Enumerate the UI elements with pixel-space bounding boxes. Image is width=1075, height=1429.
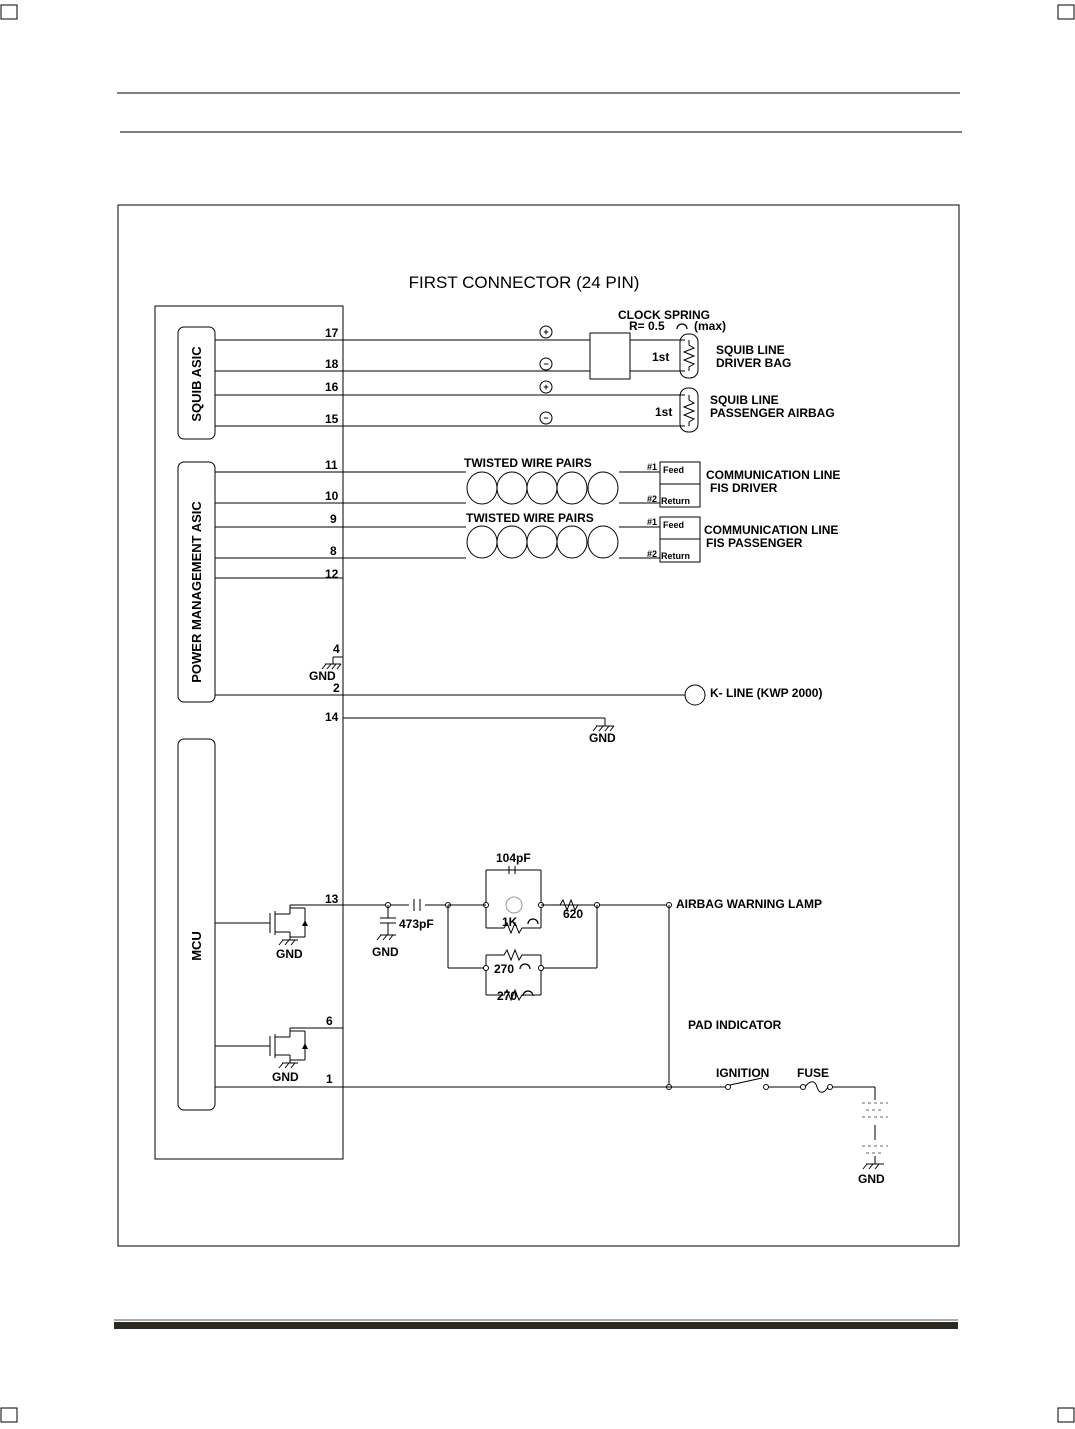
- clock-spring: [590, 308, 726, 379]
- crop-marks: [1, 5, 1074, 1422]
- svg-text:(max): (max): [694, 319, 727, 333]
- svg-text:IGNITION: IGNITION: [716, 1066, 770, 1080]
- pad-indicator-label: PAD INDICATOR: [688, 1018, 782, 1032]
- comm-wires: [215, 472, 660, 578]
- fuse: [797, 1066, 833, 1092]
- svg-text:270: 270: [494, 962, 515, 976]
- pin-13: 13: [325, 892, 339, 906]
- svg-text:270: 270: [497, 989, 518, 1003]
- svg-text:CLOCK SPRING: CLOCK SPRING: [618, 308, 711, 322]
- svg-text:FIS PASSENGER: FIS PASSENGER: [706, 536, 803, 550]
- svg-text:FUSE: FUSE: [797, 1066, 830, 1080]
- svg-text:Feed: Feed: [663, 465, 685, 475]
- svg-text:#2: #2: [647, 549, 658, 559]
- squib-asic-block: [178, 327, 215, 439]
- squib-wires: [215, 340, 685, 426]
- svg-text:GND: GND: [272, 1070, 299, 1084]
- svg-text:Return: Return: [661, 496, 690, 506]
- svg-text:1K: 1K: [502, 915, 518, 929]
- svg-text:SQUIB LINE: SQUIB LINE: [716, 343, 785, 357]
- svg-text:GND: GND: [589, 731, 616, 745]
- polarity-plus-17: [540, 326, 552, 338]
- comm-driver-connector: [647, 462, 840, 507]
- svg-text:PASSENGER AIRBAG: PASSENGER AIRBAG: [710, 406, 835, 420]
- pin-8: 8: [330, 544, 337, 558]
- svg-text:Return: Return: [661, 551, 690, 561]
- svg-text:#1: #1: [647, 517, 658, 527]
- svg-text:1st: 1st: [655, 405, 673, 419]
- svg-text:473pF: 473pF: [399, 917, 434, 931]
- ecu-housing: [155, 306, 343, 1159]
- polarity-minus-18: [540, 358, 552, 370]
- pin-1: 1: [326, 1072, 333, 1086]
- pin-9: 9: [330, 512, 337, 526]
- k-line-terminal: [685, 685, 822, 705]
- svg-text:SQUIB LINE: SQUIB LINE: [710, 393, 779, 407]
- svg-text:TWISTED WIRE PAIRS: TWISTED WIRE PAIRS: [466, 511, 594, 525]
- battery: [832, 1087, 888, 1186]
- diagram-title: FIRST CONNECTOR (24 PIN): [408, 273, 640, 292]
- svg-text:COMMUNICATION LINE: COMMUNICATION LINE: [706, 468, 841, 482]
- svg-text:TWISTED WIRE PAIRS: TWISTED WIRE PAIRS: [464, 456, 592, 470]
- resistor-620: [541, 900, 600, 968]
- svg-text:620: 620: [563, 907, 584, 921]
- pin-12: 12: [325, 567, 339, 581]
- polarity-plus-16: [540, 381, 552, 393]
- svg-text:MCU: MCU: [189, 931, 204, 961]
- rc-network: [484, 851, 544, 933]
- svg-text:GND: GND: [309, 669, 336, 683]
- svg-text:POWER MANAGEMENT ASIC: POWER MANAGEMENT ASIC: [189, 501, 204, 683]
- svg-text:+: +: [543, 382, 549, 392]
- pin14-ground: [343, 718, 616, 745]
- svg-text:AIRBAG WARNING LAMP: AIRBAG WARNING LAMP: [676, 897, 822, 911]
- svg-text:GND: GND: [276, 947, 303, 961]
- svg-text:FIS DRIVER: FIS DRIVER: [710, 481, 778, 495]
- svg-text:Feed: Feed: [663, 520, 685, 530]
- svg-text:K- LINE (KWP 2000): K- LINE (KWP 2000): [710, 686, 823, 700]
- pin-11: 11: [325, 458, 338, 472]
- svg-text:COMMUNICATION LINE: COMMUNICATION LINE: [704, 523, 839, 537]
- pin-10: 10: [325, 489, 339, 503]
- svg-text:R= 0.5: R= 0.5: [629, 319, 665, 333]
- svg-text:GND: GND: [372, 945, 399, 959]
- power-management-asic-block: [178, 462, 215, 702]
- svg-text:1st: 1st: [652, 350, 670, 364]
- resistors-270: [484, 950, 544, 1003]
- svg-text:104pF: 104pF: [496, 851, 531, 865]
- polarity-minus-15: [540, 412, 552, 424]
- series-capacitor: [409, 899, 425, 911]
- pin-18: 18: [325, 357, 339, 371]
- svg-text:DRIVER BAG: DRIVER BAG: [716, 356, 792, 370]
- pin-2: 2: [333, 681, 340, 695]
- svg-text:−: −: [543, 359, 549, 369]
- svg-text:4: 4: [333, 642, 340, 656]
- pin-14: 14: [325, 710, 339, 724]
- mcu-block: [178, 739, 215, 1110]
- mcu-mosfet-13: [215, 905, 343, 961]
- twisted-pair-driver: [464, 456, 618, 504]
- twisted-pair-passenger: [466, 511, 618, 558]
- svg-text:GND: GND: [858, 1172, 885, 1186]
- svg-text:+: +: [543, 327, 549, 337]
- diagram-frame: [118, 205, 959, 1246]
- comm-passenger-connector: [647, 517, 838, 562]
- footer-bar: [114, 1322, 958, 1329]
- svg-text:SQUIB ASIC: SQUIB ASIC: [189, 346, 204, 422]
- mcu-mosfet-6: [215, 1028, 343, 1084]
- pin-6: 6: [326, 1014, 333, 1028]
- pin-16: 16: [325, 380, 339, 394]
- svg-text:−: −: [543, 413, 549, 423]
- pin-15: 15: [325, 412, 339, 426]
- svg-text:#2: #2: [647, 494, 658, 504]
- airbag-warning-lamp: [667, 897, 823, 1090]
- svg-text:#1: #1: [647, 462, 658, 472]
- pin4-ground: [309, 642, 343, 683]
- ignition-switch: [716, 1066, 769, 1090]
- pin-17: 17: [325, 326, 339, 340]
